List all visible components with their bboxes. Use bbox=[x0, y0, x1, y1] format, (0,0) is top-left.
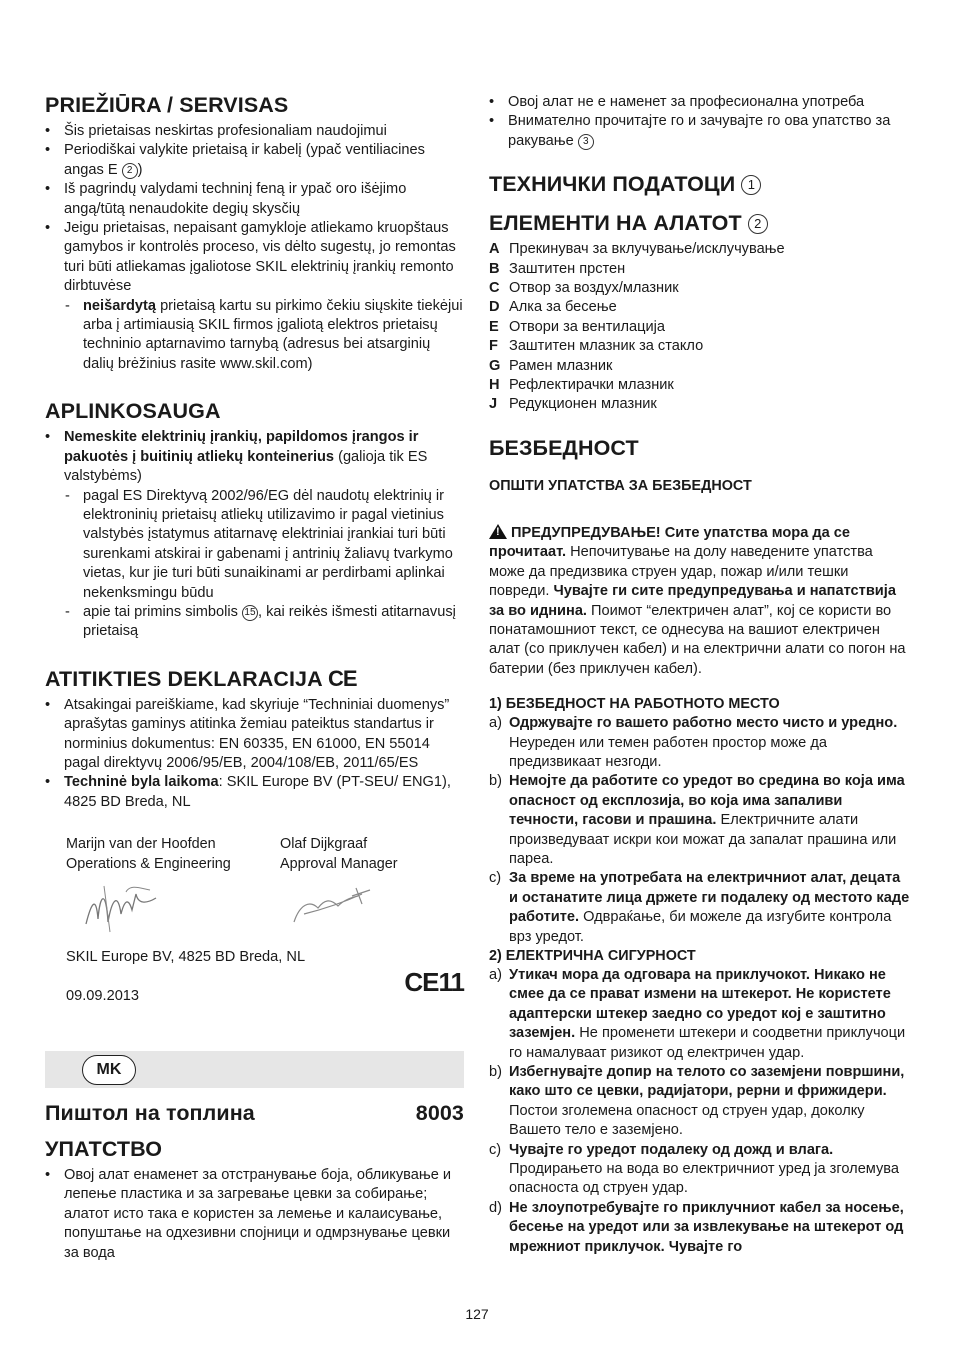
product-heading bbox=[45, 1100, 464, 1126]
page-number: 127 bbox=[465, 1306, 489, 1322]
list-item: • Atsakingai pareiškiame, kad skyriuje “Techniniai duomenys” aprašytas gaminys atitinka žemiau pateiktus standartus ir norminius dokumentus: EN 60335, EN 61000, EN 55014 pagal direktyvų 2006/95/EB, 2004/108/EB, 2011/65/ES bbox=[45, 696, 465, 774]
list-item: d) Не злоупотребувајте го приклучниот кабел за носење, бесење на уредот или за извлекување на штекерот од мрежниот приклучок. Чувајте го bbox=[489, 1199, 904, 1255]
list-item: a) Одржувајте го вашето работно место чисто и уредно. Неуреден или темен работен простор може да предизвикаат незгоди. bbox=[489, 715, 898, 770]
signatures bbox=[45, 835, 465, 950]
mk-section bbox=[45, 1100, 464, 1263]
maintenance-list bbox=[45, 122, 465, 374]
warning-icon bbox=[489, 524, 507, 539]
conformity-list bbox=[45, 696, 465, 812]
general-safety-heading: ОПШТИ УПАТСТВА ЗА БЕЗБЕДНОСТ bbox=[489, 477, 752, 494]
language-bar bbox=[45, 1051, 464, 1088]
language-badge: MK bbox=[82, 1055, 136, 1085]
ref-number: 2 bbox=[122, 163, 138, 179]
element-item-g: G Рамен млазник bbox=[489, 357, 613, 374]
elements-list bbox=[489, 240, 912, 415]
ref-number: 3 bbox=[578, 134, 594, 150]
date-row bbox=[45, 967, 465, 1011]
list-subitem: - apie tai primins simbolis 15 , kai reikės išmesti atitarnavusį prietaisą bbox=[45, 603, 465, 642]
electrical-safety-heading: 2) ЕЛЕКТРИЧНА СИГУРНОСТ bbox=[489, 948, 696, 964]
list-subitem: - neišardytą prietaisą kartu su pirkimo čekiu siųskite tiekėjui arba į artimiausią SKIL firmos įgaliotą elektros prietaisų techninio aptarnavimo tarnybą (adresus bei atsarginių dalių brėžinius rasite www.skil.com) bbox=[45, 297, 465, 375]
list-item: • Внимателно прочитајте го и зачувајте го ова упатство за ракување 3 bbox=[489, 112, 912, 151]
element-item-f: F Заштитен млазник за стакло bbox=[489, 338, 704, 355]
tech-data-title: ТЕХНИЧКИ ПОДАТОЦИ 1 bbox=[489, 171, 912, 197]
element-item-a: A Прекинувач за вклучување/исклучување bbox=[489, 241, 785, 258]
manual-title: УПАТСТВО bbox=[45, 1137, 163, 1161]
list-item: a) Утикач мора да одговара на приклучокот. Никако не смее да се прават измени на штекерот. Не користете адаптерски штекер заедно со уредот кој е заштитно заземјен. Не променети штекери и соодветни приклучоци го намалуваат ризикот од електричен удар. bbox=[489, 967, 906, 1061]
list-item: b) Немојте да работите со уредот во средина во која има опасност од експлозија, во која има запаливи течности, гасови и прашина. Електричните алати произведуваат искри кои можат да запалат прашина или пареа. bbox=[489, 773, 905, 867]
signature-1-image bbox=[66, 874, 280, 950]
list-item: • Jeigu prietaisas, nepaisant gamykloje atliekamo kruopštaus gamybos ir kontrolės proceso, vis dėlto sugestų, jo remontas turi būti atliekamas įgaliotose SKIL elektrinių įrankių remonto dirbtuvėse bbox=[45, 219, 465, 297]
list-item: c) Чувајте го уредот подалеку од дожд и влага. Продирањето на вода во електричниот уред ја зголемува опасноста од струен удар. bbox=[489, 1141, 900, 1197]
manual-list bbox=[45, 1166, 464, 1263]
maintenance-title: PRIEŽIŪRA / SERVISAS bbox=[45, 93, 289, 117]
signatory-1: Marijn van der Hoofden Operations & Engineering bbox=[66, 836, 231, 872]
right-column bbox=[489, 93, 912, 1257]
signature-2-image bbox=[280, 874, 480, 950]
ce-year-mark: CE11 bbox=[404, 967, 464, 998]
list-item: • Nemeskite elektrinių įrankių, papildomos įrangos ir pakuotės į buitinių atliekų konteinerius (galioja tik ES valstybėms) bbox=[45, 428, 465, 486]
list-item: • Овој алат енаменет за отстранување боја, обликување и лепење пластика и за загревање цевки за собирање; алатот исто така е користен за лемење и калаисување, попуштање на одхезивни спојници и одмрзнување цевки за вода bbox=[45, 1166, 464, 1263]
ref-number: 2 bbox=[748, 214, 768, 234]
element-item-j: J Редукционен млазник bbox=[489, 396, 657, 413]
element-item-h: H Рефлектирачки млазник bbox=[489, 377, 674, 394]
ref-number: 15 bbox=[242, 605, 258, 621]
element-item-c: C Отвор за воздух/млазник bbox=[489, 280, 679, 297]
list-item: c) За време на употребата на електричниот алат, децата и останатите лица држете ги подалеку од местото каде работите. Одвраќање, би можеле да изгубите контрола врз уредот. bbox=[489, 870, 910, 945]
work-area-heading: 1) БЕЗБЕДНОСТ НА РАБОТНОТО МЕСТО bbox=[489, 696, 780, 713]
elements-title: ЕЛЕМЕНТИ НА АЛАТОТ 2 bbox=[489, 210, 912, 236]
list-item: • Periodiškai valykite prietaisą ir kabelį (ypač ventiliacines angas E 2 ) bbox=[45, 141, 465, 180]
list-subitem: - pagal ES Direktyvą 2002/96/EG dėl naudotų elektrinių ir elektroninių prietaisų atliekų utilizavimo ir pagal vietinius valstybės įstatymus atitarnavę elektriniai įrankiai turi būti surenkami atskirai ir gabenami į antrinių žaliavų tvarkymo vietas, kur jie turi būti sunaikinami ar perdirbami aplinkai nekenksmingu būdu bbox=[45, 487, 465, 603]
environment-list bbox=[45, 428, 465, 641]
product-title: Пиштол на топлина bbox=[45, 1101, 255, 1125]
element-item-e: E Отвори за вентилација bbox=[489, 318, 666, 335]
element-item-d: D Алка за бесење bbox=[489, 299, 617, 316]
date: 09.09.2013 bbox=[66, 988, 140, 1005]
safety-title: БЕЗБЕДНОСТ bbox=[489, 435, 639, 460]
left-column bbox=[45, 88, 465, 1011]
element-item-b: B Заштитен прстен bbox=[489, 260, 626, 277]
list-item: • Iš pagrindų valydami techninį feną ir ypač oro išėjimo angą/tūtą nenaudokite degių skysčių bbox=[45, 180, 465, 219]
ref-number: 1 bbox=[741, 175, 761, 195]
manual-list-continued bbox=[489, 93, 912, 151]
list-item: • Šis prietaisas neskirtas profesionaliam naudojimui bbox=[45, 122, 465, 141]
list-item: • Овој алат не е наменет за професионална употреба bbox=[489, 93, 912, 112]
electrical-safety-list bbox=[489, 966, 912, 1257]
list-item: b) Избегнувајте допир на телото со заземјени површини, како што се цевки, радијатори, рерни и фрижидери. Постои зголемена опасност од струен удар, доколку Вашето тело е заземјено. bbox=[489, 1064, 905, 1139]
product-number: 8003 bbox=[415, 1101, 464, 1125]
list-item: • Techninė byla laikoma: SKIL Europe BV (PT-SEU/ ENG1), 4825 BD Breda, NL bbox=[45, 773, 465, 812]
work-area-list bbox=[489, 714, 912, 947]
warning-paragraph: !ПРЕДУПРЕДУВАЊЕ! Сите упатства мора да се прочитаат. Непочитување на долу наведените упатства може да предизвика струен удар, пожар и/или тешки повреди. Чувајте ги сите предупредувања и напатствија за во иднина. Поимот “електричен алат”, кој се користи во понатамошниот текст, се однесува на вашиот електричен алат (со приклучен кабел) и на електрични алати со погон на батерии (без приклучен кабел). bbox=[489, 524, 912, 679]
signatory-2: Olaf Dijkgraaf Approval Manager bbox=[280, 836, 398, 872]
conformity-title: ATITIKTIES DEKLARACIJA CE bbox=[45, 665, 357, 691]
environment-title: APLINKOSAUGA bbox=[45, 399, 221, 424]
ce-mark: CE bbox=[328, 665, 357, 691]
company-address: SKIL Europe BV, 4825 BD Breda, NL bbox=[66, 949, 306, 965]
